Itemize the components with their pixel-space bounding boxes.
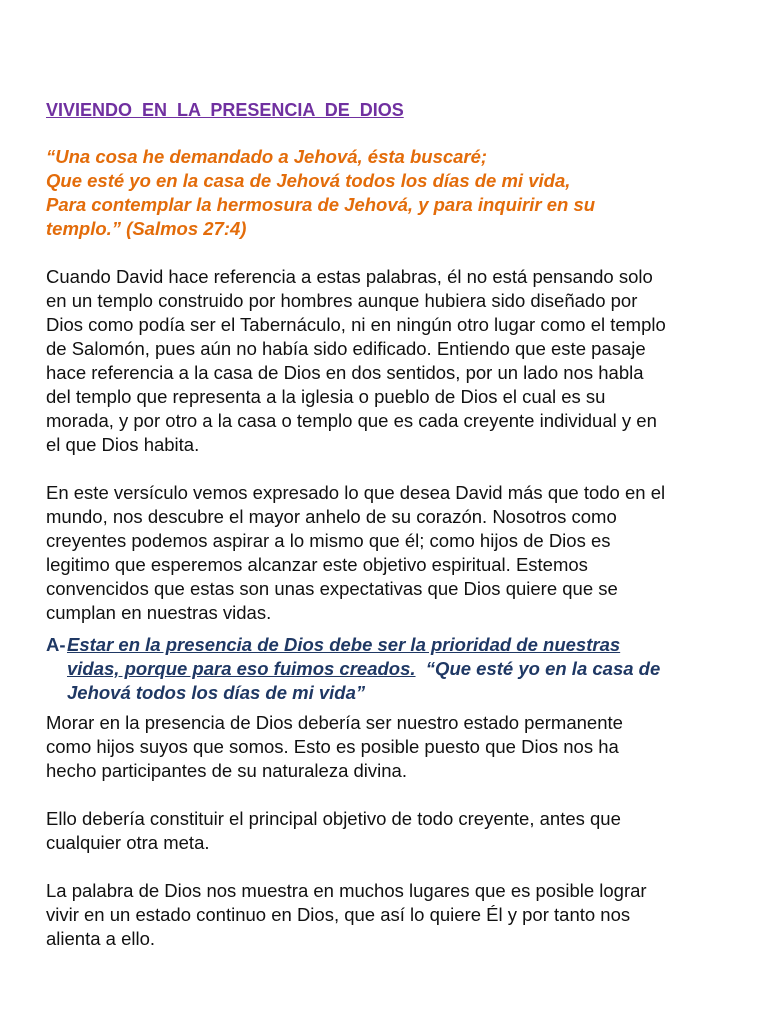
paragraph-1: [46, 265, 736, 457]
paragraph-3: [46, 711, 736, 783]
heading-line: Estar en la presencia de Dios debe ser la prioridad de nuestras: [67, 634, 621, 655]
text-line: vivir en un estado continuo en Dios, que así lo quiere Él y por tanto nos: [46, 904, 631, 925]
paragraph-gap: [46, 457, 736, 481]
text-line: legitimo que esperemos alcanzar este objetivo espiritual. Estemos: [46, 554, 588, 575]
text-line: de Salomón, pues aún no había sido edificado. Entiendo que este pasaje: [46, 338, 646, 359]
text-line: Ello debería constituir el principal objetivo de todo creyente, antes que: [46, 808, 621, 829]
text-line: Morar en la presencia de Dios debería ser nuestro estado permanente: [46, 712, 623, 733]
text-line: hace referencia a la casa de Dios en dos sentidos, por un lado nos habla: [46, 362, 644, 383]
heading-line: [46, 657, 736, 681]
text-line: mundo, nos descubre el mayor anhelo de su corazón. Nosotros como: [46, 506, 617, 527]
quote-line: Que esté yo en la casa de Jehová todos los días de mi vida,: [46, 170, 571, 191]
heading-quote-text: “Que esté yo en la casa de: [415, 658, 661, 679]
paragraph-5: [46, 879, 736, 951]
heading-line: Jehová todos los días de mi vida”: [67, 682, 366, 703]
heading-underlined-text: vidas, porque para eso fuimos creados.: [67, 658, 416, 679]
quote-line: Para contemplar la hermosura de Jehová, y para inquirir en su: [46, 194, 596, 215]
paragraph-2: [46, 481, 736, 625]
paragraph-gap: [46, 783, 736, 807]
text-line: La palabra de Dios nos muestra en muchos lugares que es posible lograr: [46, 880, 647, 901]
text-line: en un templo construido por hombres aunque hubiera sido diseñado por: [46, 290, 638, 311]
text-line: Cuando David hace referencia a estas palabras, él no está pensando solo: [46, 266, 653, 287]
paragraph-gap: [46, 855, 736, 879]
text-line: del templo que representa a la iglesia o pueblo de Dios el cual es su: [46, 386, 606, 407]
quote-line: “Una cosa he demandado a Jehová, ésta buscaré;: [46, 146, 488, 167]
text-line: En este versículo vemos expresado lo que desea David más que todo en el: [46, 482, 666, 503]
text-line: como hijos suyos que somos. Esto es posible puesto que Dios nos ha: [46, 736, 619, 757]
document-title: VIVIENDO EN LA PRESENCIA DE DIOS: [46, 100, 404, 120]
text-line: convencidos que estas son unas expectativas que Dios quiere que se: [46, 578, 618, 599]
document-page: [46, 98, 736, 951]
text-line: morada, y por otro a la casa o templo que es cada creyente individual y en: [46, 410, 657, 431]
text-line: cualquier otra meta.: [46, 832, 210, 853]
text-line: hecho participantes de su naturaleza divina.: [46, 760, 407, 781]
text-line: cumplan en nuestras vidas.: [46, 602, 272, 623]
section-marker: A-: [46, 634, 66, 655]
text-line: alienta a ello.: [46, 928, 156, 949]
text-line: Dios como podía ser el Tabernáculo, ni en ningún otro lugar como el templo: [46, 314, 666, 335]
paragraph-4: [46, 807, 736, 855]
text-line: el que Dios habita.: [46, 434, 200, 455]
text-line: creyentes podemos aspirar a lo mismo que él; como hijos de Dios es: [46, 530, 611, 551]
scripture-quote: [46, 145, 736, 241]
quote-line: templo.” (Salmos 27:4): [46, 218, 247, 239]
section-a-heading: [46, 633, 736, 705]
